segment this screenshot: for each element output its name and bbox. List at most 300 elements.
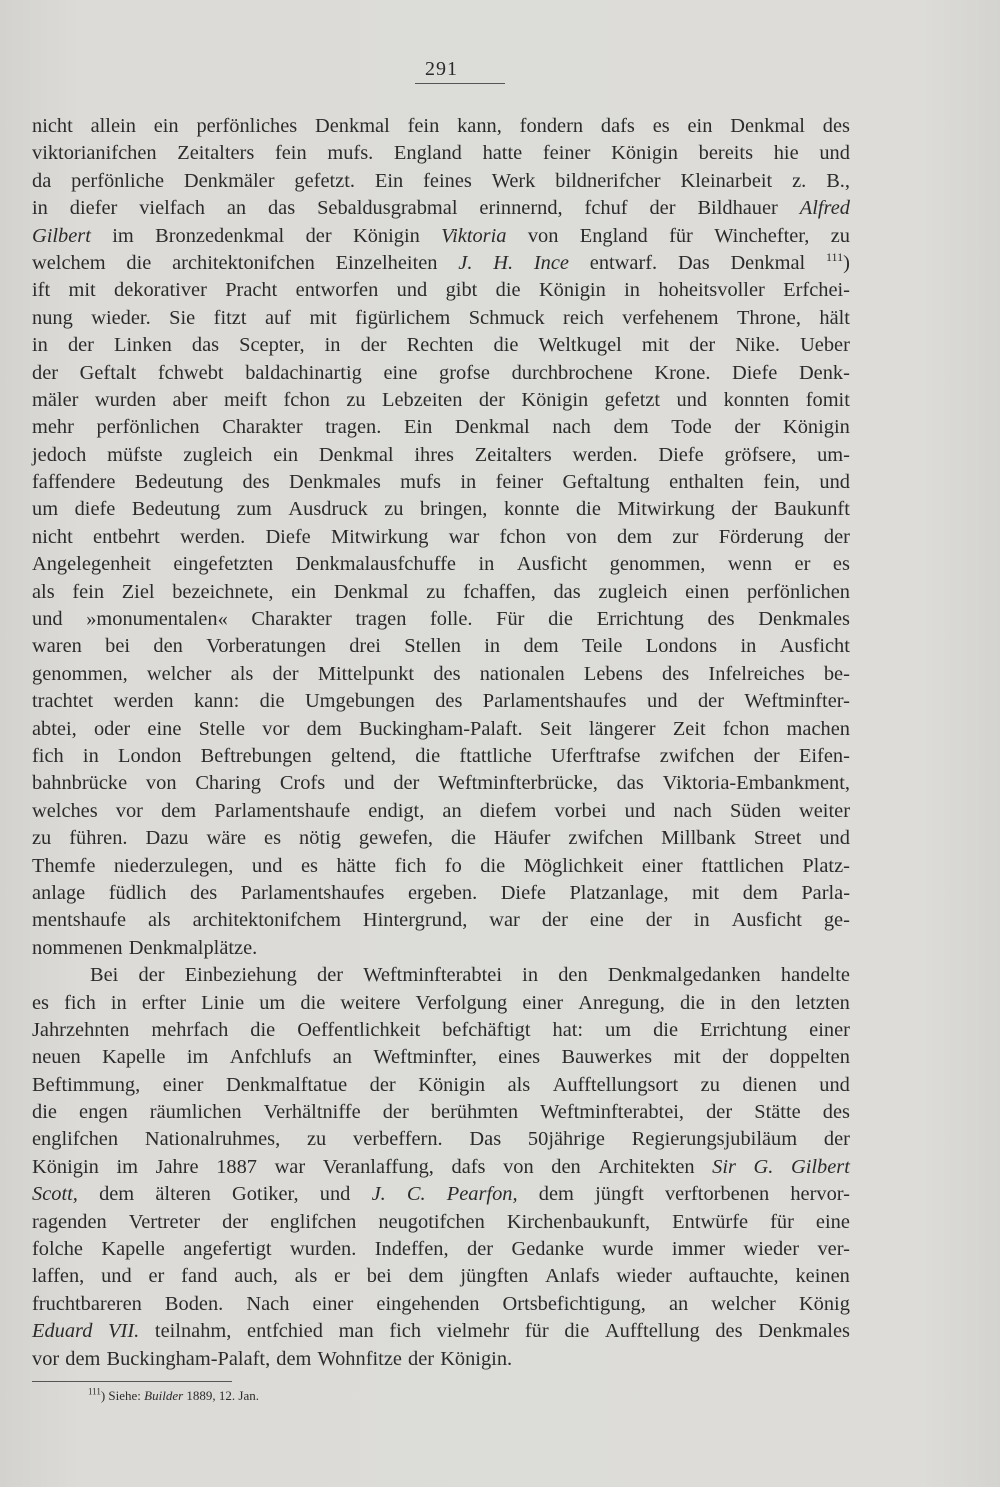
word: weiter [799, 799, 850, 822]
word: fich [394, 854, 427, 877]
word: Hintergrund, [362, 909, 468, 932]
word: H. [493, 251, 514, 274]
word: die [493, 334, 519, 357]
word: Denkmales [289, 471, 381, 494]
text-line [32, 140, 850, 167]
word: ver- [817, 1238, 850, 1261]
word: er [148, 1265, 165, 1288]
word: dem [276, 1347, 312, 1370]
word: Jahrzehnten [32, 1018, 130, 1041]
word: Themfe [32, 854, 96, 877]
text-line [32, 113, 850, 140]
word: berühmten [430, 1101, 519, 1124]
word: Wohnfitze [317, 1347, 402, 1370]
word: mufs. [327, 142, 374, 165]
word: gewefen, [358, 827, 434, 850]
word: Königin [538, 279, 606, 302]
word: den [558, 964, 588, 987]
word: auch, [234, 1265, 278, 1288]
text-line [32, 907, 850, 934]
word: nung [32, 306, 73, 329]
word: mit [68, 279, 96, 302]
word: der [360, 334, 387, 357]
text-line [32, 853, 850, 880]
word: kann, [457, 115, 502, 137]
word: Beftimmung, [32, 1073, 141, 1096]
word: fruchtbareren [32, 1292, 142, 1315]
word: Umgebungen [304, 690, 415, 713]
word: tragen. [325, 416, 382, 439]
word: einer [162, 1073, 204, 1096]
word: eine [147, 717, 182, 740]
word: Ausdruck [288, 498, 368, 521]
word: zu [830, 224, 850, 247]
word: bildnerifcher [555, 169, 661, 192]
word: eine [589, 909, 624, 932]
word: C. [406, 1183, 426, 1206]
word: Denkmales [758, 608, 850, 631]
word: als [294, 1265, 318, 1288]
word: Nike. [735, 334, 780, 357]
word: Kirchenbaukunft, [506, 1210, 651, 1233]
word: welcher [146, 662, 212, 685]
word: nach [552, 416, 591, 439]
word: der [317, 964, 344, 987]
word: Weftminfterabtei, [540, 1101, 685, 1124]
word: Geftalt [79, 361, 137, 384]
text-line [32, 277, 850, 304]
word: führen. [69, 827, 128, 850]
word: folle. [430, 608, 473, 631]
word: fomit [805, 388, 850, 411]
word: dem [306, 717, 342, 740]
word: von [527, 224, 559, 247]
word: Gotiker, [232, 1183, 299, 1206]
word: welcher [711, 1292, 776, 1315]
word: fich [389, 1320, 422, 1343]
word: laffen, [32, 1265, 85, 1288]
word: aber [172, 388, 208, 411]
word: trachtet [32, 690, 94, 713]
word: der [305, 224, 332, 247]
word: Parlamentshaufes [240, 881, 385, 904]
word: mit [309, 306, 337, 329]
word: zugleich [183, 443, 253, 466]
word: zur [672, 525, 699, 548]
word: feiner [542, 142, 591, 165]
word: das [616, 772, 644, 795]
word: Angelegenheit [32, 553, 151, 576]
word: in [693, 909, 710, 932]
word: Denkmalftatue [225, 1073, 348, 1096]
text-line [32, 1236, 850, 1263]
word: Denkmal [730, 115, 805, 137]
word: von [503, 1155, 534, 1178]
word: zu [426, 580, 446, 603]
word: der [753, 744, 780, 767]
word: um- [817, 443, 850, 466]
word: einer [522, 991, 564, 1014]
footnote-source: Builder [144, 1388, 184, 1403]
word: »monumentalen« [86, 608, 228, 631]
word: den [153, 635, 183, 658]
word: Weftminfter- [744, 690, 850, 713]
word: mehrfach [151, 1018, 229, 1041]
word: Oeffentlichkeit [297, 1018, 421, 1041]
text-line [32, 1181, 850, 1208]
word: welches [32, 799, 98, 822]
text-line [32, 1017, 850, 1044]
word: Gilbert [32, 224, 91, 247]
word: Veranlaffung, [322, 1155, 434, 1178]
word: fein, [763, 471, 800, 494]
word: ftattlichen [701, 854, 784, 877]
word: wenn [727, 553, 773, 576]
word: Bauwerkes [561, 1046, 653, 1069]
word: ge- [823, 909, 850, 932]
word: dem [538, 1183, 574, 1206]
word: immer [671, 1238, 726, 1261]
word: es [832, 553, 850, 576]
word: hätte [336, 854, 377, 877]
word: und [819, 1073, 850, 1096]
word: die [415, 744, 441, 767]
word: den [551, 1155, 581, 1178]
word: letzten [795, 991, 850, 1014]
word: Scott, [32, 1183, 78, 1206]
word: dem [523, 635, 559, 658]
text-line [32, 223, 850, 250]
body-text [32, 113, 850, 1373]
text-line [32, 1154, 850, 1181]
word: Stätte [754, 1101, 801, 1124]
word: z. [792, 169, 807, 192]
word: Nationalruhmes, [144, 1128, 281, 1151]
word: in [324, 334, 341, 357]
word: nicht [32, 115, 73, 137]
word: Gedanke [511, 1238, 584, 1261]
word: ein [273, 443, 299, 466]
word: Verfolgung [415, 991, 508, 1014]
word: dafs [600, 115, 635, 137]
word: die [250, 1018, 276, 1041]
word: der [467, 1238, 494, 1261]
word: einer [641, 854, 683, 877]
word: der [731, 498, 758, 521]
word: drei [349, 635, 381, 658]
text-line [32, 1126, 850, 1153]
word: Königin. [440, 1347, 513, 1370]
text-line [32, 387, 850, 414]
word: dem [617, 525, 653, 548]
word: bereits [698, 142, 754, 165]
word: Entwürfe [672, 1210, 749, 1233]
word: ift [32, 279, 51, 302]
word: für [770, 1210, 794, 1233]
word: mit [692, 881, 720, 904]
word: faffendere [32, 471, 116, 494]
word: fchon [283, 388, 330, 411]
word: Ueber [800, 334, 850, 357]
text-line [32, 360, 850, 387]
word: in [719, 991, 736, 1014]
word: fich [64, 991, 96, 1014]
word: Kapelle [101, 1238, 165, 1261]
word: Diefe [500, 881, 546, 904]
word: dem [65, 1347, 101, 1370]
word: jüngft [595, 1183, 644, 1206]
word: Charakter [222, 416, 303, 439]
word: handelte [780, 964, 850, 987]
word: in [624, 279, 640, 302]
word: Förderung [718, 525, 804, 548]
word: mit [673, 1046, 701, 1069]
word: von [566, 525, 597, 548]
footnote-suffix: 1889, 12. Jan. [183, 1388, 260, 1403]
word: die [564, 1320, 590, 1343]
word: der [722, 1046, 749, 1069]
word: Anregung, [578, 991, 665, 1014]
word: ihres [414, 443, 454, 466]
word: des [822, 115, 850, 137]
word: endigt, [368, 799, 425, 822]
word: in [484, 635, 501, 658]
word: Linken [114, 334, 172, 357]
word: wieder [616, 1265, 672, 1288]
word: England [393, 142, 462, 165]
word: Königin [418, 1073, 486, 1096]
word: einen [685, 580, 730, 603]
word: enthalten [669, 471, 744, 494]
word: zu [32, 827, 52, 850]
word: dem [742, 881, 778, 904]
word: wieder [743, 1238, 800, 1261]
word: folche [32, 1238, 83, 1261]
word: fondern [519, 115, 584, 137]
word: des [433, 662, 461, 685]
word: Diefe [265, 525, 311, 548]
word: dem [613, 416, 649, 439]
word: Mitwirkung [617, 498, 715, 521]
word: Winchefter, [714, 224, 810, 247]
text-line [32, 880, 850, 907]
word: und [101, 1265, 132, 1288]
word: um [605, 1018, 632, 1041]
word: die [575, 498, 601, 521]
word: Einbeziehung [184, 964, 297, 987]
text-line [32, 524, 850, 551]
word: Sebaldusgrabmal [317, 197, 458, 220]
word: doppelten [769, 1046, 850, 1069]
word: Zeitalters [474, 443, 552, 466]
word: nötig [299, 827, 341, 850]
word: Mittelpunkt [317, 662, 415, 685]
word: vor [262, 717, 290, 740]
word: ftattliche [459, 744, 532, 767]
word: vor [115, 799, 143, 822]
word: das [553, 580, 581, 603]
word: diefem [479, 799, 537, 822]
word: und [32, 608, 63, 631]
word: Boden. [164, 1292, 224, 1315]
word: einer [809, 1018, 850, 1041]
word: in [460, 471, 477, 494]
text-line [32, 798, 850, 825]
word: zu [346, 388, 366, 411]
word: Errichtung [699, 1018, 788, 1041]
word: Gilbert [790, 1155, 850, 1178]
word: auftauchte, [688, 1265, 779, 1288]
word: Anfchlufs [229, 1046, 312, 1069]
word: Werk [491, 169, 536, 192]
text-line [32, 770, 850, 797]
word: Dazu [145, 827, 189, 850]
word: an [332, 1046, 352, 1069]
word: zwifchen [568, 827, 644, 850]
word: bei [366, 1265, 392, 1288]
word: Buckingham-Palaft. [358, 717, 523, 740]
word: bahnbrücke [32, 772, 128, 795]
word: zu [306, 1128, 327, 1151]
word: Rechten [406, 334, 474, 357]
text-line [32, 606, 850, 633]
word: die [653, 1018, 679, 1041]
word: man [338, 1320, 374, 1343]
word: er [334, 1265, 350, 1288]
word: Denkmal [730, 251, 806, 274]
word: Charing [195, 772, 262, 795]
word: müfste [107, 443, 163, 466]
word: wurden. [290, 1238, 357, 1261]
word: entfchied [247, 1320, 323, 1343]
word: Königin [352, 224, 420, 247]
word: den [750, 991, 781, 1014]
word: der [382, 1101, 409, 1124]
word: B., [826, 169, 850, 192]
word: die [480, 854, 506, 877]
word: der [823, 1128, 850, 1151]
word: es [652, 115, 670, 137]
word: dienen [742, 1073, 797, 1096]
word: vielmehr [436, 1320, 510, 1343]
text-line [32, 1263, 850, 1290]
word: werden [113, 690, 174, 713]
word: da [32, 169, 52, 192]
text-line [32, 688, 850, 715]
word: weitere [340, 991, 401, 1014]
word: Lebens [583, 662, 643, 685]
word: Königin [783, 416, 850, 439]
word: Kleinarbeit [680, 169, 773, 192]
word: in [82, 744, 99, 767]
word: Parlamentshaufe [214, 799, 351, 822]
word: J. [371, 1183, 386, 1206]
word: Möglichkeit [523, 854, 624, 877]
word: $^{111}$) [826, 250, 850, 274]
word: Süden [729, 799, 781, 822]
word: Ein [374, 169, 404, 192]
word: als [32, 580, 55, 603]
word: engen [79, 1101, 128, 1124]
word: vorbei [554, 799, 607, 822]
word: Uferftrafse [551, 744, 641, 767]
word: Weftminfterabtei [363, 964, 502, 987]
word: werden. [180, 525, 246, 548]
word: die [495, 279, 521, 302]
word: Für [496, 608, 525, 631]
word: des [822, 1101, 850, 1124]
word: Millbank [661, 827, 736, 850]
word: die [450, 827, 476, 850]
word: niederzulegen, [113, 854, 234, 877]
word: befchäftigt [442, 1018, 531, 1041]
word: der [645, 909, 672, 932]
word: England [579, 224, 648, 247]
word: Kapelle [102, 1046, 166, 1069]
word: hervor- [790, 1183, 850, 1206]
word: die [259, 690, 285, 713]
footnote [88, 1388, 259, 1404]
word: wieder. [91, 306, 151, 329]
word: war [274, 1155, 306, 1178]
word: perfönliche [71, 169, 164, 192]
word: Vertreter [128, 1210, 201, 1233]
word: des [242, 471, 270, 494]
word: und [251, 854, 283, 877]
text-line [32, 990, 850, 1017]
word: die [300, 991, 326, 1014]
word: der [222, 1210, 249, 1233]
word: Mitwirkung [331, 525, 429, 548]
word: nicht [32, 525, 73, 548]
word: Das [677, 251, 710, 274]
word: und [676, 388, 708, 411]
text-line [32, 250, 850, 277]
word: war [448, 525, 480, 548]
word: Eduard [32, 1320, 93, 1343]
word: räumlichen [149, 1101, 242, 1124]
word: Aufftellung [604, 1320, 700, 1343]
word: verfehenem [622, 306, 719, 329]
word: zu [384, 498, 404, 521]
word: konnten [723, 388, 790, 411]
word: Alfred [799, 197, 850, 220]
word: verbeffern. [353, 1128, 443, 1151]
word: das [267, 197, 296, 220]
word: Pearfon, [446, 1183, 518, 1206]
word: Denkmäler [183, 169, 275, 192]
word: keinen [795, 1265, 850, 1288]
word: in [478, 553, 495, 576]
word: als [147, 909, 171, 932]
word: mit [641, 334, 670, 357]
word: bringen, [420, 498, 488, 521]
word: war [489, 909, 520, 932]
word: von [145, 772, 177, 795]
word: Ziel [121, 580, 155, 603]
word: fchon [722, 717, 770, 740]
word: und [319, 1183, 351, 1206]
word: fchwebt [157, 361, 224, 384]
text-line [32, 469, 850, 496]
word: Nach [246, 1292, 290, 1315]
word: es [264, 827, 282, 850]
word: Eifen- [798, 744, 850, 767]
word: der [697, 690, 725, 713]
word: und [819, 471, 850, 494]
word: der [689, 334, 716, 357]
word: konnte [503, 498, 560, 521]
